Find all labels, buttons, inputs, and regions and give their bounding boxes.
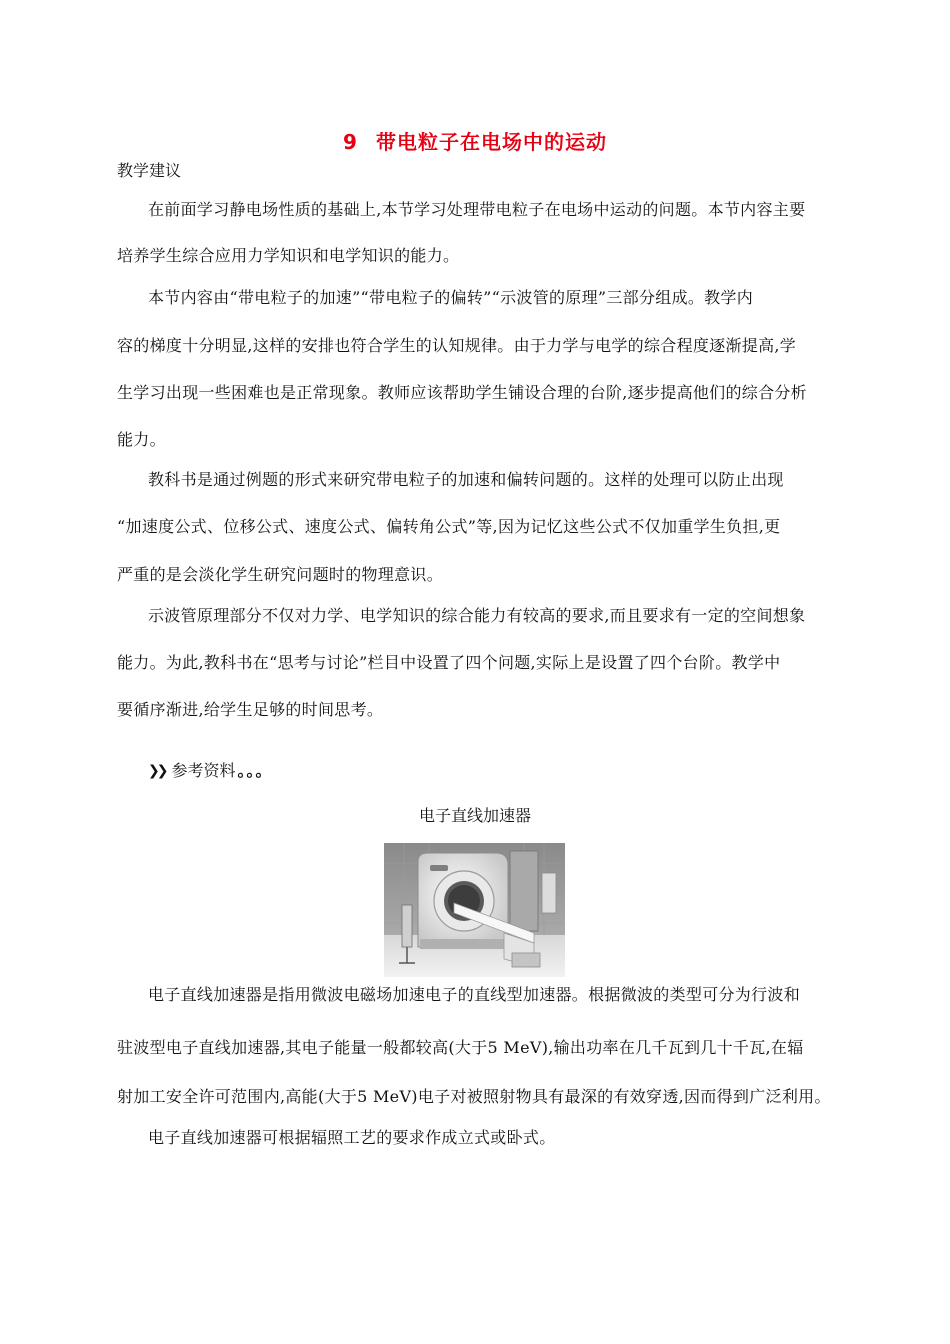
section-number: 9: [343, 130, 358, 154]
linear-accelerator-photo: [384, 843, 565, 977]
paragraph-line: 本节内容由“带电粒子的加速”“带电粒子的偏转”“示波管的原理”三部分组成。教学内: [148, 288, 754, 307]
paragraph-line: 容的梯度十分明显,这样的安排也符合学生的认知规律。由于力学与电学的综合程度逐渐提高,学: [117, 336, 797, 355]
reference-dots: 。。。: [237, 761, 273, 780]
paragraph-line: 培养学生综合应用力学知识和电学知识的能力。: [117, 246, 460, 265]
reference-heading: [148, 761, 273, 781]
paragraph-line: 生学习出现一些困难也是正常现象。教师应该帮助学生铺设合理的台阶,逐步提高他们的综合分析: [117, 383, 807, 402]
title-text: 带电粒子在电场中的运动: [375, 130, 607, 154]
paragraph-line: 教科书是通过例题的形式来研究带电粒子的加速和偏转问题的。这样的处理可以防止出现: [148, 470, 784, 489]
page-title: [0, 126, 950, 155]
double-chevron-icon: ❯❯: [148, 763, 166, 779]
paragraph-line: 严重的是会淡化学生研究问题时的物理意识。: [117, 565, 444, 584]
paragraph-line: “加速度公式、位移公式、速度公式、偏转角公式”等,因为记忆这些公式不仅加重学生负担,更: [117, 517, 781, 536]
paragraph-line: 能力。为此,教科书在“思考与讨论”栏目中设置了四个问题,实际上是设置了四个台阶。教学中: [117, 653, 781, 672]
reference-line: 电子直线加速器可根据辐照工艺的要求作成立式或卧式。: [148, 1128, 556, 1147]
paragraph-line: 能力。: [117, 430, 166, 449]
reference-line: 驻波型电子直线加速器,其电子能量一般都较高(大于5 MeV),输出功率在几千瓦到几十千瓦,在辐: [117, 1038, 804, 1057]
paragraph-line: 示波管原理部分不仅对力学、电学知识的综合能力有较高的要求,而且要求有一定的空间想象: [148, 606, 806, 625]
paragraph-line: 在前面学习静电场性质的基础上,本节学习处理带电粒子在电场中运动的问题。本节内容主要: [148, 200, 806, 219]
paragraph-line: 要循序渐进,给学生足够的时间思考。: [117, 700, 384, 719]
reference-label: 参考资料: [171, 761, 236, 780]
section-heading: 教学建议: [117, 161, 182, 180]
reference-line: 射加工安全许可范围内,高能(大于5 MeV)电子对被照射物具有最深的有效穿透,因而得到广泛利用。: [117, 1087, 831, 1106]
figure-caption: 电子直线加速器: [418, 806, 531, 825]
reference-line: 电子直线加速器是指用微波电磁场加速电子的直线型加速器。根据微波的类型可分为行波和: [148, 985, 801, 1004]
